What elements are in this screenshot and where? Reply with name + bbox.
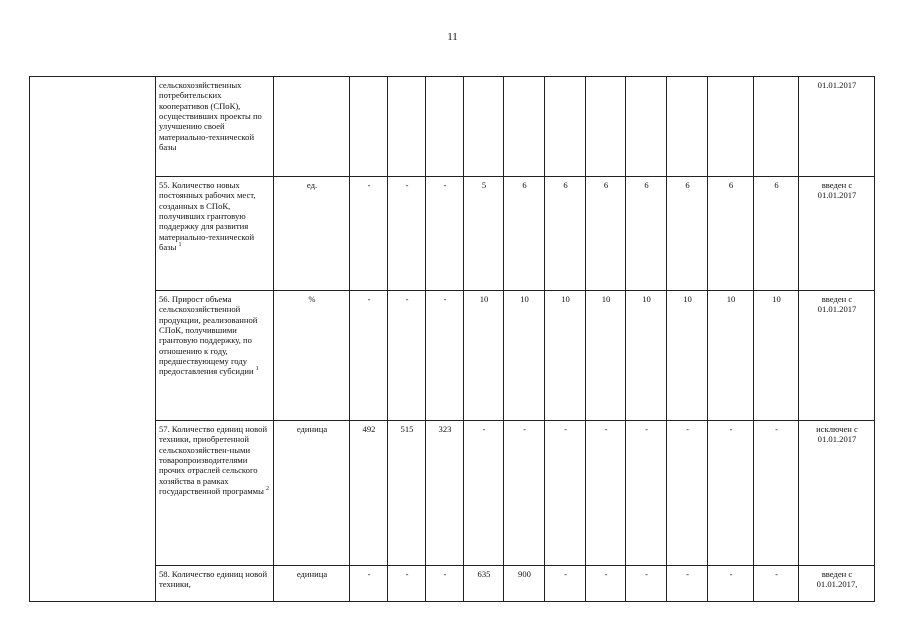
unit-cell: % [274, 291, 350, 421]
value-cell [426, 77, 464, 177]
value-cell: 323 [426, 421, 464, 566]
value-cell [626, 77, 667, 177]
indicator-name-cell [156, 291, 274, 421]
value-cell: 6 [667, 177, 708, 291]
value-cell [504, 77, 545, 177]
value-cell: - [350, 566, 388, 602]
value-cell [708, 77, 754, 177]
value-cell [545, 77, 586, 177]
indicator-name: 58. Количество единиц новой техники, [159, 569, 268, 590]
value-cell: - [667, 566, 708, 602]
value-cell: - [350, 177, 388, 291]
value-cell [350, 77, 388, 177]
unit-cell [274, 77, 350, 177]
indicator-name-cell [156, 566, 274, 602]
value-cell: - [388, 566, 426, 602]
footnote-marker: 1 [255, 366, 259, 373]
value-cell: 5 [464, 177, 504, 291]
value-cell: - [464, 421, 504, 566]
value-cell: - [754, 566, 799, 602]
value-cell: 6 [504, 177, 545, 291]
value-cell: - [426, 566, 464, 602]
value-cell: 6 [545, 177, 586, 291]
value-cell [464, 77, 504, 177]
status-cell: введен с 01.01.2017 [799, 291, 875, 421]
table-row [30, 177, 875, 291]
unit-cell: единица [274, 421, 350, 566]
value-cell: 10 [667, 291, 708, 421]
value-cell: - [388, 291, 426, 421]
value-cell: - [708, 421, 754, 566]
value-cell: 6 [708, 177, 754, 291]
page-number: 11 [447, 31, 458, 43]
table-row [30, 566, 875, 602]
table-row [30, 77, 875, 177]
value-cell [388, 77, 426, 177]
status-cell: исключен с 01.01.2017 [799, 421, 875, 566]
footnote-marker: 2 [266, 486, 270, 493]
unit-cell: единица [274, 566, 350, 602]
value-cell [667, 77, 708, 177]
indicator-name-cell [156, 77, 274, 177]
indicator-name-cell [156, 421, 274, 566]
value-cell: 635 [464, 566, 504, 602]
value-cell: 6 [626, 177, 667, 291]
value-cell [754, 77, 799, 177]
value-cell: 10 [754, 291, 799, 421]
value-cell: - [586, 566, 626, 602]
status-cell: введен с 01.01.2017 [799, 177, 875, 291]
value-cell: 10 [464, 291, 504, 421]
value-cell: 900 [504, 566, 545, 602]
table-row [30, 291, 875, 421]
indicator-name: 56. Прирост объема сельскохозяйственной продукции, реализованной СПоК, получившими грантовую поддержку, по отношению к году, предшествующему году предоставления субсидии [159, 294, 258, 377]
value-cell: - [388, 177, 426, 291]
footnote-marker: 1 [178, 242, 182, 249]
status-cell: 01.01.2017 [799, 77, 875, 177]
value-cell: - [426, 291, 464, 421]
indicator-name: 57. Количество единиц новой техники, приобретенной сельскохозяйствен-ными товаропроизводителями прочих отраслей сельского хозяйства в рамках государственной программы [159, 424, 268, 496]
value-cell: 10 [586, 291, 626, 421]
value-cell [586, 77, 626, 177]
value-cell: - [708, 566, 754, 602]
value-cell: 6 [754, 177, 799, 291]
value-cell: 6 [586, 177, 626, 291]
value-cell: - [545, 421, 586, 566]
value-cell: - [626, 566, 667, 602]
value-cell: - [586, 421, 626, 566]
value-cell: - [626, 421, 667, 566]
indicator-name-cell [156, 177, 274, 291]
table-row [30, 421, 875, 566]
value-cell: - [504, 421, 545, 566]
indicator-name: 55. Количество новых постоянных рабочих мест, созданных в СПоК, получивших грантовую поддержку для развития материально-технической базы [159, 180, 256, 252]
value-cell: 10 [708, 291, 754, 421]
unit-cell: ед. [274, 177, 350, 291]
value-cell: - [754, 421, 799, 566]
value-cell: - [545, 566, 586, 602]
indicators-table [29, 76, 875, 602]
value-cell: 10 [504, 291, 545, 421]
value-cell: - [426, 177, 464, 291]
status-cell: введен с 01.01.2017, [799, 566, 875, 602]
value-cell: 492 [350, 421, 388, 566]
value-cell: - [350, 291, 388, 421]
value-cell: - [667, 421, 708, 566]
value-cell: 10 [545, 291, 586, 421]
value-cell: 10 [626, 291, 667, 421]
program-cell [30, 77, 156, 602]
value-cell: 515 [388, 421, 426, 566]
indicator-name: сельскохозяйственных потребительских кооперативов (СПоК), осуществивших проекты по улучшению своей материально-технической базы [159, 80, 262, 152]
